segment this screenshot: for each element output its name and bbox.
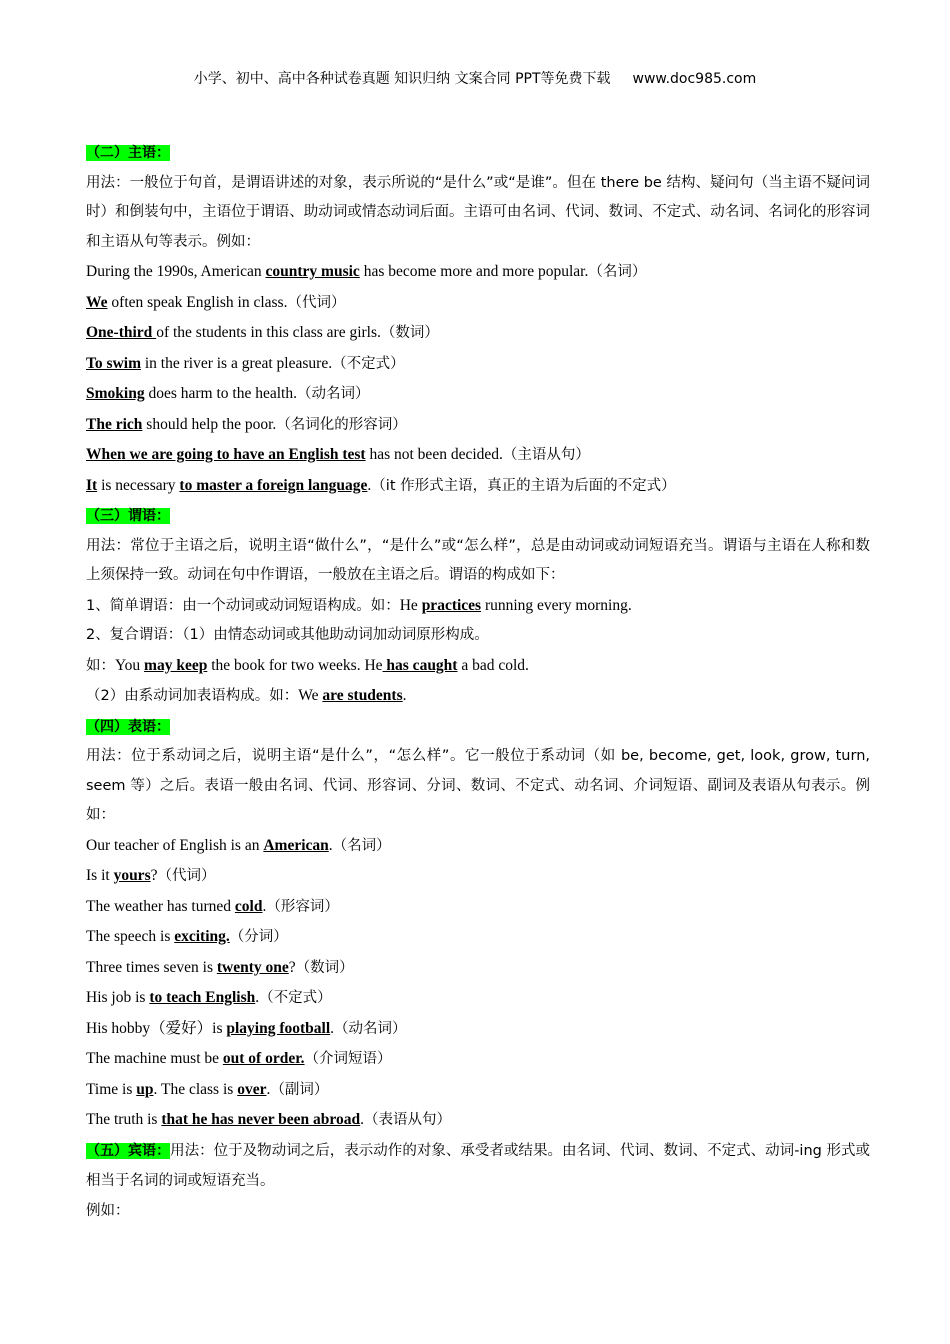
subject-example-it: It is necessary to master a foreign language.（it 作形式主语，真正的主语为后面的不定式） bbox=[86, 476, 676, 494]
example-keyword: The rich bbox=[86, 415, 143, 433]
predicate-compound-lead: 2、复合谓语：（1）由情态动词或其他助动词加动词原形构成。 bbox=[86, 627, 489, 643]
example-keyword: exciting. bbox=[174, 928, 230, 945]
predicate-compound-example: 如：You may keep the book for two weeks. He has caught a bad cold. bbox=[86, 656, 529, 674]
example-keyword: It bbox=[86, 476, 98, 494]
example-keyword: up bbox=[136, 1080, 154, 1098]
subject-example-6: The rich should help the poor.（名词化的形容词） bbox=[86, 415, 407, 433]
example-keyword: are students bbox=[322, 687, 403, 704]
example-keyword: One-third bbox=[86, 324, 157, 341]
example-keyword: twenty one bbox=[216, 958, 289, 976]
subject-example-7: When we are going to have an English test has not been decided.（主语从句） bbox=[86, 446, 590, 463]
example-keyword: that he has never been abroad bbox=[161, 1111, 361, 1128]
heading-highlight: （二）主语： bbox=[86, 145, 170, 161]
object-usage-paragraph: 用法：位于及物动词之后，表示动作的对象、承受者或结果。由名词、代词、数词、不定式、动词-ing 形式或相当于名词的词或短语充当。 bbox=[86, 1142, 871, 1189]
subject-usage-paragraph: 用法：一般位于句首，是谓语讲述的对象，表示所说的“是什么”或“是谁”。但在 there be 结构、疑问句（当主语不疑问词时）和倒装句中，主语位于谓语、助动词或情态动词后面。主语可由名词、代词、数词、不定式、动名词、名词化的形容词和主语从句等表示。例如： bbox=[86, 174, 870, 250]
example-keyword: cold bbox=[234, 897, 263, 915]
document-content bbox=[86, 138, 870, 1226]
example-keyword: to master a foreign language bbox=[179, 476, 368, 494]
page-header bbox=[0, 68, 950, 88]
subject-example-1: During the 1990s, American country music has become more and more popular.（名词） bbox=[86, 263, 647, 280]
predicative-example-2: Is it yours?（代词） bbox=[86, 867, 216, 884]
example-keyword: practices bbox=[421, 596, 482, 614]
header-text: 小学、初中、高中各种试卷真题 知识归纳 文案合同 PPT等免费下载 bbox=[193, 71, 611, 87]
subject-example-4: To swim in the river is a great pleasure.（不定式） bbox=[86, 354, 405, 372]
predicative-example-4: The speech is exciting.（分词） bbox=[86, 928, 288, 945]
heading-highlight: （五）宾语： bbox=[86, 1142, 171, 1159]
example-keyword: To swim bbox=[86, 354, 141, 372]
subject-example-3: One-third of the students in this class are girls.（数词） bbox=[86, 324, 439, 341]
example-keyword: over bbox=[237, 1080, 267, 1098]
example-keyword: Smoking bbox=[86, 385, 145, 402]
predicative-example-7: His hobby（爱好）is playing football.（动名词） bbox=[86, 1019, 407, 1037]
predicate-simple: 1、简单谓语：由一个动词或动词短语构成。如：He practices running every morning. bbox=[86, 596, 632, 614]
section-heading-predicate bbox=[86, 501, 870, 532]
predicative-example-1: Our teacher of English is an American.（名词） bbox=[86, 836, 391, 854]
example-keyword: American bbox=[263, 836, 329, 854]
example-keyword: country music bbox=[265, 263, 360, 280]
predicative-example-5: Three times seven is twenty one?（数词） bbox=[86, 958, 354, 976]
predicative-example-adverb: Time is up. The class is over.（副词） bbox=[86, 1080, 329, 1098]
example-keyword: may keep bbox=[144, 656, 208, 674]
predicative-usage-paragraph: 用法：位于系动词之后，说明主语“是什么”，“怎么样”。它一般位于系动词（如 be, become, get, look, grow, turn, seem 等）之后。表语一般由名词、代词、形容词、分词、数词、不定式、动名词、介词短语、副词及表语从句表示。例如： bbox=[86, 748, 870, 823]
object-example-lead: 例如： bbox=[86, 1202, 130, 1219]
example-keyword: We bbox=[86, 293, 108, 311]
predicative-example-3: The weather has turned cold.（形容词） bbox=[86, 897, 339, 915]
predicative-example-6: His job is to teach English.（不定式） bbox=[86, 989, 332, 1006]
example-keyword: out of order. bbox=[222, 1050, 305, 1067]
heading-highlight: （四）表语： bbox=[86, 718, 170, 735]
example-keyword: yours bbox=[113, 867, 151, 884]
predicative-example-8: The machine must be out of order.（介词短语） bbox=[86, 1050, 392, 1067]
subject-example-2: We often speak English in class.（代词） bbox=[86, 293, 346, 311]
object-section bbox=[86, 1136, 870, 1197]
example-keyword: to teach English bbox=[149, 989, 256, 1006]
example-keyword: When we are going to have an English test bbox=[86, 446, 366, 463]
heading-highlight: （三）谓语： bbox=[86, 508, 170, 524]
section-heading-predicative bbox=[86, 712, 870, 743]
predicate-linking-example: （2）由系动词加表语构成。如：We are students. bbox=[86, 687, 407, 704]
subject-example-5: Smoking does harm to the health.（动名词） bbox=[86, 385, 370, 402]
predicate-usage-paragraph: 用法：常位于主语之后，说明主语“做什么”，“是什么”或“怎么样”，总是由动词或动词短语充当。谓语与主语在人称和数上须保持一致。动词在句中作谓语，一般放在主语之后。谓语的构成如下： bbox=[86, 537, 870, 583]
predicative-example-clause: The truth is that he has never been abroad.（表语从句） bbox=[86, 1111, 452, 1128]
example-keyword: playing football bbox=[226, 1019, 331, 1037]
section-heading-subject bbox=[86, 138, 870, 169]
example-keyword: has caught bbox=[382, 656, 458, 674]
header-site-url[interactable]: www.doc985.com bbox=[632, 71, 757, 87]
